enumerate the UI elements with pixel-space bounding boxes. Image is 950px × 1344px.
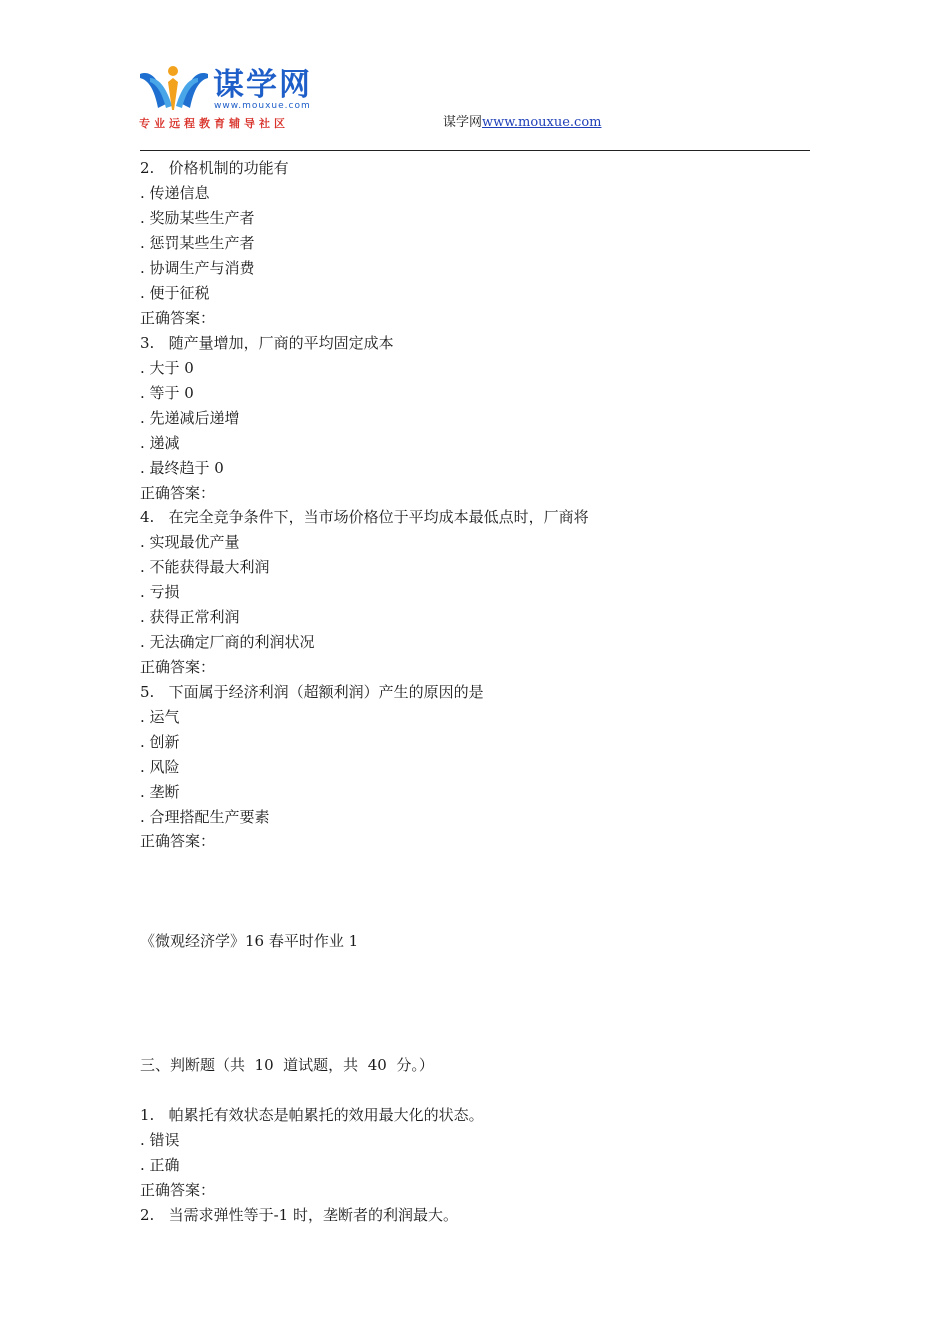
- text-line: . 惩罚某些生产者: [140, 234, 255, 252]
- header-site-info: [443, 115, 601, 131]
- text-line: . 协调生产与消费: [140, 259, 255, 277]
- text-line: . 创新: [140, 733, 180, 751]
- text-line: 正确答案：: [140, 1181, 216, 1199]
- text-line: 1. 帕累托有效状态是帕累托的效用最大化的状态。: [140, 1106, 484, 1124]
- site-label: 谋学网: [443, 115, 483, 130]
- text-line: 正确答案：: [140, 832, 216, 850]
- text-line: 4. 在完全竞争条件下，当市场价格位于平均成本最低点时，厂商将: [140, 508, 589, 526]
- text-line: . 获得正常利润: [140, 608, 240, 626]
- text-line: . 递减: [140, 434, 180, 452]
- text-line: . 风险: [140, 758, 180, 776]
- text-line: . 正确: [140, 1156, 180, 1174]
- text-line: 正确答案：: [140, 658, 216, 676]
- site-link[interactable]: www.mouxue.com: [482, 115, 602, 130]
- text-line: . 错误: [140, 1131, 180, 1149]
- text-line: . 大于 0: [140, 359, 194, 377]
- text-line: . 合理搭配生产要素: [140, 808, 270, 826]
- text-line: 3. 随产量增加，厂商的平均固定成本: [140, 334, 394, 352]
- text-line: . 奖励某些生产者: [140, 209, 255, 227]
- text-line: 三、判断题（共 10 道试题，共 40 分。）: [140, 1056, 434, 1074]
- text-line: . 无法确定厂商的利润状况: [140, 633, 315, 651]
- text-line: . 垄断: [140, 783, 180, 801]
- text-line: . 先递减后递增: [140, 409, 240, 427]
- text-line: 5. 下面属于经济利润（超额利润）产生的原因的是: [140, 683, 484, 701]
- book-people-logo-icon: [138, 64, 214, 114]
- text-line: . 传递信息: [140, 184, 210, 202]
- text-line: . 运气: [140, 708, 180, 726]
- brand-name: 谋学网: [213, 67, 312, 103]
- text-line: . 不能获得最大利润: [140, 558, 270, 576]
- text-line: 2. 价格机制的功能有: [140, 159, 289, 177]
- text-line: . 便于征税: [140, 284, 210, 302]
- text-line: . 最终趋于 0: [140, 459, 224, 477]
- text-line: . 实现最优产量: [140, 533, 240, 551]
- text-line: 正确答案：: [140, 484, 216, 502]
- brand-slogan: 专业远程教育辅导社区: [139, 117, 289, 130]
- text-line: 2. 当需求弹性等于-1 时，垄断者的利润最大。: [140, 1206, 458, 1224]
- text-line: 正确答案：: [140, 309, 216, 327]
- header-divider: [140, 150, 810, 151]
- text-line: . 亏损: [140, 583, 180, 601]
- text-line: 《微观经济学》16 春平时作业 1: [140, 932, 359, 950]
- text-line: . 等于 0: [140, 384, 194, 402]
- brand-url: www.mouxue.com: [214, 101, 311, 111]
